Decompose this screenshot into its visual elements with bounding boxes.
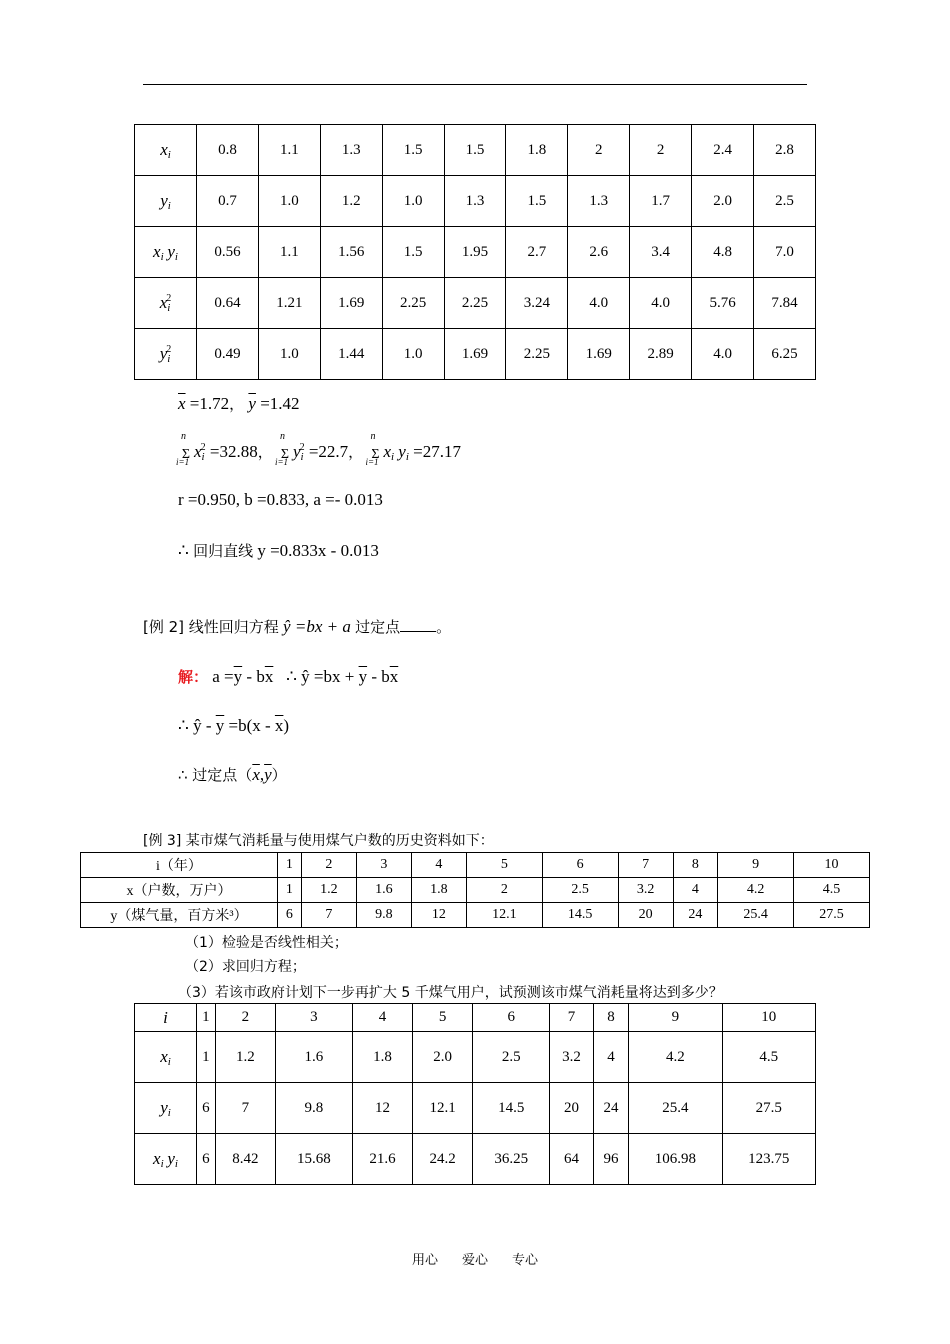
table-cell: 1.56 bbox=[320, 227, 382, 278]
table-cell: 8.42 bbox=[215, 1134, 275, 1185]
table-cell: 3.2 bbox=[618, 878, 673, 903]
table-cell: 2.25 bbox=[382, 278, 444, 329]
table-cell: 1.8 bbox=[506, 125, 568, 176]
table-cell: 24 bbox=[673, 903, 718, 928]
row-header: $y_i$ bbox=[135, 1083, 197, 1134]
row-header: $x_i$ $y_i$ bbox=[135, 1134, 197, 1185]
table-cell: 1.3 bbox=[444, 176, 506, 227]
table-cell: 3.2 bbox=[550, 1032, 594, 1083]
table-row bbox=[135, 125, 816, 176]
table-cell: 9 bbox=[718, 853, 794, 878]
table-cell: 1.5 bbox=[382, 227, 444, 278]
table-cell: 2 bbox=[630, 125, 692, 176]
question-2: （2）求回归方程； bbox=[185, 959, 306, 975]
row-header: $y_i$ bbox=[135, 176, 197, 227]
table-cell: 1.0 bbox=[382, 176, 444, 227]
answer-blank bbox=[400, 631, 436, 632]
table-cell: 2.7 bbox=[506, 227, 568, 278]
table-cell: 1.2 bbox=[301, 878, 356, 903]
table-cell: 12 bbox=[411, 903, 466, 928]
table-cell: 1.69 bbox=[320, 278, 382, 329]
table-cell: 2 bbox=[466, 878, 542, 903]
table-cell: 25.4 bbox=[629, 1083, 722, 1134]
table-cell: 1.0 bbox=[382, 329, 444, 380]
table-cell: 20 bbox=[618, 903, 673, 928]
table-cell: 6 bbox=[197, 1134, 216, 1185]
table-cell: 1.2 bbox=[320, 176, 382, 227]
table-cell: 12.1 bbox=[466, 903, 542, 928]
table-cell: 9 bbox=[629, 1004, 722, 1032]
table-cell: 0.8 bbox=[197, 125, 259, 176]
table-cell: 8 bbox=[673, 853, 718, 878]
table-cell: 106.98 bbox=[629, 1134, 722, 1185]
table-cell: 24 bbox=[593, 1083, 628, 1134]
table-row bbox=[81, 853, 870, 878]
row-header: $y_i^2$ bbox=[135, 329, 197, 380]
row-header: x（户数，万户） bbox=[81, 878, 278, 903]
table-cell: 1.6 bbox=[356, 878, 411, 903]
table-cell: 10 bbox=[722, 1004, 815, 1032]
table-cell: 4 bbox=[593, 1032, 628, 1083]
table-cell: 1.44 bbox=[320, 329, 382, 380]
table-cell: 7.0 bbox=[754, 227, 816, 278]
table-cell: 27.5 bbox=[722, 1083, 815, 1134]
table-cell: 1.1 bbox=[258, 227, 320, 278]
table-cell: 5.76 bbox=[692, 278, 754, 329]
table-cell: 1.69 bbox=[444, 329, 506, 380]
table-cell: 7.84 bbox=[754, 278, 816, 329]
table-cell: 2.0 bbox=[692, 176, 754, 227]
table-cell: 7 bbox=[301, 903, 356, 928]
table-cell: 4.0 bbox=[630, 278, 692, 329]
regression-params: r =0.950, b =0.833, a =- 0.013 bbox=[178, 490, 383, 509]
table-cell: 1.3 bbox=[568, 176, 630, 227]
table-cell: 2 bbox=[215, 1004, 275, 1032]
table-cell: 2.5 bbox=[473, 1032, 550, 1083]
table-cell: 4 bbox=[352, 1004, 412, 1032]
table-cell: 7 bbox=[618, 853, 673, 878]
table-cell: 1.6 bbox=[276, 1032, 353, 1083]
table-cell: 2.8 bbox=[754, 125, 816, 176]
table-cell: 2.5 bbox=[754, 176, 816, 227]
table-cell: 4 bbox=[673, 878, 718, 903]
table-cell: 1.8 bbox=[411, 878, 466, 903]
table-cell: 3 bbox=[276, 1004, 353, 1032]
table-cell: 123.75 bbox=[722, 1134, 815, 1185]
table-cell: 25.4 bbox=[718, 903, 794, 928]
table-row bbox=[81, 878, 870, 903]
table-cell: 0.64 bbox=[197, 278, 259, 329]
table-cell: 24.2 bbox=[413, 1134, 473, 1185]
sums-line: n Σ i=1 $x_i^2 =32.88$， n Σ i=1 $y_i^2 =22.7$， n Σ i=1 $x_i$ $y_i =27.17$ bbox=[176, 431, 461, 468]
row-header: $x_i^2$ bbox=[135, 278, 197, 329]
table-cell: 1.8 bbox=[352, 1032, 412, 1083]
xbar-symbol: $\overline{x}$ bbox=[178, 394, 186, 413]
table-cell: 3 bbox=[356, 853, 411, 878]
table-cell: 6 bbox=[197, 1083, 216, 1134]
table-cell: 2.25 bbox=[444, 278, 506, 329]
table-cell: 0.56 bbox=[197, 227, 259, 278]
table-cell: 12 bbox=[352, 1083, 412, 1134]
table-row bbox=[135, 1083, 816, 1134]
table-cell: 8 bbox=[593, 1004, 628, 1032]
table-cell: 1 bbox=[278, 878, 302, 903]
table-cell: 2.4 bbox=[692, 125, 754, 176]
table-cell: 20 bbox=[550, 1083, 594, 1134]
table-cell: 5 bbox=[466, 853, 542, 878]
table-row bbox=[135, 1032, 816, 1083]
table-cell: 1.21 bbox=[258, 278, 320, 329]
table-cell: 3.24 bbox=[506, 278, 568, 329]
regression-line: ∴ 回归直线 y =0.833x - 0.013 bbox=[178, 541, 379, 560]
table-cell: 4.2 bbox=[718, 878, 794, 903]
table-row bbox=[135, 329, 816, 380]
table-cell: 9.8 bbox=[356, 903, 411, 928]
table-cell: 6 bbox=[542, 853, 618, 878]
row-header: $x_i$ $y_i$ bbox=[135, 227, 197, 278]
table-cell: 2.25 bbox=[506, 329, 568, 380]
table-cell: 0.7 bbox=[197, 176, 259, 227]
table-cell: 1 bbox=[197, 1004, 216, 1032]
table-cell: 21.6 bbox=[352, 1134, 412, 1185]
table-header-row bbox=[135, 1004, 816, 1032]
table-cell: 2.5 bbox=[542, 878, 618, 903]
table-cell: 1 bbox=[278, 853, 302, 878]
data-table-2 bbox=[80, 852, 870, 928]
table-row bbox=[81, 903, 870, 928]
table-cell: 1.95 bbox=[444, 227, 506, 278]
question-3: （3）若该市政府计划下一步再扩大 5 千煤气用户，试预测该市煤气消耗量将达到多少？ bbox=[178, 985, 723, 1001]
table-cell: 27.5 bbox=[794, 903, 870, 928]
table-cell: 4.5 bbox=[794, 878, 870, 903]
table-cell: 12.1 bbox=[413, 1083, 473, 1134]
table-cell: 5 bbox=[413, 1004, 473, 1032]
row-header: $x_i$ bbox=[135, 1032, 197, 1083]
sum-sign: n Σ i=1 bbox=[274, 431, 290, 468]
example2-solution-1: 解： $a =\overline{y} - b\overline{x}$ ∴ ŷ $=bx + \overline{y} - b\overline{x}$ bbox=[178, 667, 399, 686]
table-cell: 10 bbox=[794, 853, 870, 878]
table-cell: 2.89 bbox=[630, 329, 692, 380]
sum-sign: n Σ i=1 bbox=[176, 431, 191, 468]
table-cell: 2 bbox=[568, 125, 630, 176]
footer: 用心 爱心 专心 bbox=[411, 1253, 539, 1268]
table-cell: 1.0 bbox=[258, 176, 320, 227]
table-cell: 2.0 bbox=[413, 1032, 473, 1083]
table-cell: 4.8 bbox=[692, 227, 754, 278]
table-cell: 64 bbox=[550, 1134, 594, 1185]
row-header: i（年） bbox=[81, 853, 278, 878]
table-cell: 0.49 bbox=[197, 329, 259, 380]
table-cell: 1.5 bbox=[382, 125, 444, 176]
table-cell: 15.68 bbox=[276, 1134, 353, 1185]
header-rule bbox=[143, 84, 807, 85]
table-cell: 1.1 bbox=[258, 125, 320, 176]
table-cell: 1.2 bbox=[215, 1032, 275, 1083]
table-cell: 1 bbox=[197, 1032, 216, 1083]
table-cell: 2.6 bbox=[568, 227, 630, 278]
table-cell: 36.25 bbox=[473, 1134, 550, 1185]
table-cell: 9.8 bbox=[276, 1083, 353, 1134]
data-table-1 bbox=[134, 124, 816, 380]
data-table-3 bbox=[134, 1003, 816, 1185]
example2-fixed-point: ∴ 过定点$(\overline{x},\overline{y})$ bbox=[178, 765, 287, 784]
question-1: （1）检验是否线性相关； bbox=[185, 935, 348, 951]
table-cell: 2 bbox=[301, 853, 356, 878]
table-cell: 1.5 bbox=[444, 125, 506, 176]
table-cell: 1.3 bbox=[320, 125, 382, 176]
table-cell: 4.5 bbox=[722, 1032, 815, 1083]
table-cell: 7 bbox=[550, 1004, 594, 1032]
table-row bbox=[135, 1134, 816, 1185]
table-row bbox=[135, 176, 816, 227]
row-header: y（煤气量，百方米³） bbox=[81, 903, 278, 928]
table-cell: 6 bbox=[278, 903, 302, 928]
table-cell: 3.4 bbox=[630, 227, 692, 278]
table-cell: 1.5 bbox=[506, 176, 568, 227]
example2-question: [例 2] 线性回归方程 ŷ =bx + a 过定点 。 bbox=[143, 617, 452, 636]
table-cell: 14.5 bbox=[473, 1083, 550, 1134]
sum-sign: n Σ i=1 bbox=[365, 431, 380, 468]
table-cell: 1.69 bbox=[568, 329, 630, 380]
table-cell: 1.0 bbox=[258, 329, 320, 380]
table-cell: 7 bbox=[215, 1083, 275, 1134]
mean-values: $\overline{x} =1.72$， $\overline{y} =1.42$ bbox=[178, 394, 300, 413]
example3-intro: [例 3] 某市煤气消耗量与使用煤气户数的历史资料如下： bbox=[143, 833, 494, 849]
table-cell: 4 bbox=[411, 853, 466, 878]
table-cell: 4.0 bbox=[692, 329, 754, 380]
ybar-symbol: $\overline{y}$ bbox=[248, 394, 256, 413]
table-cell: 6 bbox=[473, 1004, 550, 1032]
table-cell: 96 bbox=[593, 1134, 628, 1185]
table-row bbox=[135, 278, 816, 329]
table-cell: 4.2 bbox=[629, 1032, 722, 1083]
table-cell: 4.0 bbox=[568, 278, 630, 329]
table-cell: 6.25 bbox=[754, 329, 816, 380]
table-row bbox=[135, 227, 816, 278]
example2-solution-2: ∴ ŷ - $\overline{y} =b(x - \overline{x})$ bbox=[178, 716, 290, 735]
table-cell: 1.7 bbox=[630, 176, 692, 227]
row-header: $x_i$ bbox=[135, 125, 197, 176]
row-header: i bbox=[135, 1004, 197, 1032]
table-cell: 14.5 bbox=[542, 903, 618, 928]
